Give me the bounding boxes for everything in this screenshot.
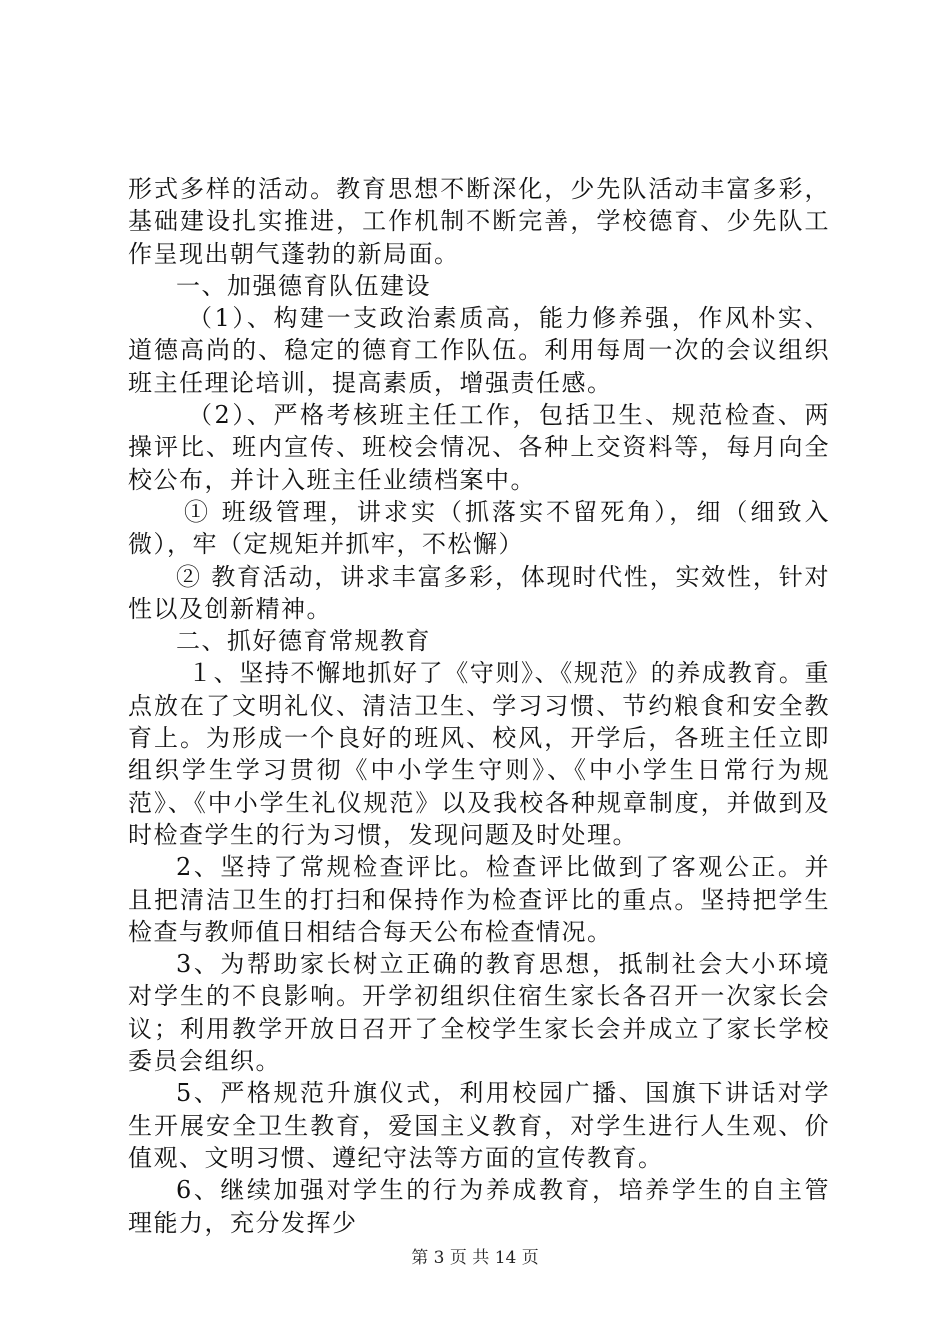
paragraph: 3、为帮助家长树立正确的教育思想，抵制社会大小环境对学生的不良影响。开学初组织住宿生家长各召开一次家长会议；利用教学开放日召开了全校学生家长会并成立了家长学校委员会组织。	[128, 950, 830, 1076]
paragraph: ② 教育活动，讲求丰富多彩，体现时代性，实效性，针对性以及创新精神。	[128, 562, 830, 623]
paragraph: １、坚持不懈地抓好了《守则》、《规范》的养成教育。重点放在了文明礼仪、清洁卫生、学习习惯、节约粮食和安全教育上。为形成一个良好的班风、校风，开学后，各班主任立即组织学生学习贯彻《中小学生守则》、《中小学生日常行为规范》、《中小学生礼仪规范》以及我校各种规章制度，并做到及时检查学生的行为习惯，发现问题及时处理。	[128, 659, 830, 849]
page-footer: 第 3 页 共 14 页	[411, 1248, 539, 1268]
section-heading: 二、抓好德育常规教育	[176, 627, 431, 656]
paragraph: （2）、严格考核班主任工作，包括卫生、规范检查、两操评比、班内宣传、班校会情况、各种上交资料等，每月向全校公布，并计入班主任业绩档案中。	[128, 401, 830, 494]
paragraph: 6、继续加强对学生的行为养成教育，培养学生的自主管理能力，充分发挥少	[128, 1176, 830, 1237]
paragraph: 2、坚持了常规检查评比。检查评比做到了客观公正。并且把清洁卫生的打扫和保持作为检查评比的重点。坚持把学生检查与教师值日相结合每天公布检查情况。	[128, 853, 830, 946]
paragraph: ① 班级管理，讲求实（抓落实不留死角），细（细致入微），牢（定规矩并抓牢，不松懈）	[128, 497, 830, 559]
paragraph: （1）、构建一支政治素质高，能力修养强，作风朴实、道德高尚的、稳定的德育工作队伍。利用每周一次的会议组织班主任理论培训，提高素质，增强责任感。	[128, 304, 830, 397]
paragraph: 形式多样的活动。教育思想不断深化，少先队活动丰富多彩，基础建设扎实推进，工作机制不断完善，学校德育、少先队工作呈现出朝气蓬勃的新局面。	[128, 175, 830, 268]
paragraph: 5、严格规范升旗仪式，利用校园广播、国旗下讲话对学生开展安全卫生教育，爱国主义教育，对学生进行人生观、价值观、文明习惯、遵纪守法等方面的宣传教育。	[128, 1079, 830, 1172]
section-heading: 一、加强德育队伍建设	[176, 271, 431, 300]
document-body	[128, 173, 830, 1239]
